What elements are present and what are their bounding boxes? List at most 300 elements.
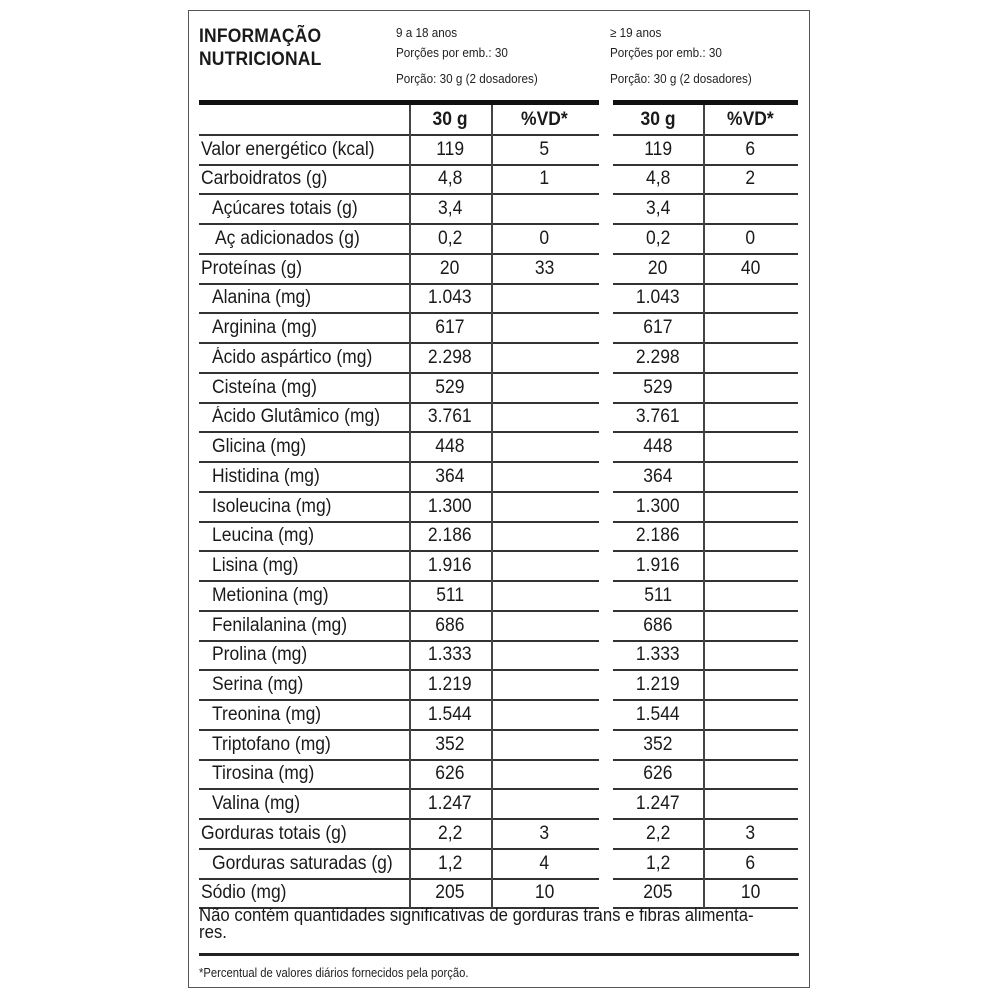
cell (613, 135, 703, 165)
cell (199, 224, 409, 254)
note-content: Não contém quantidades significativas de gorduras trans e fibras alimenta- res. (199, 905, 754, 942)
cell (199, 432, 409, 462)
cell-text: %VD* (521, 108, 568, 130)
cell-text: 352 (643, 733, 673, 755)
cell-text: Metionina (mg) (212, 584, 329, 606)
cell (491, 670, 598, 700)
table-row-dv-b (703, 730, 798, 760)
table-row-amount-b (613, 254, 703, 284)
table-row-label (199, 730, 409, 760)
cell (409, 313, 491, 343)
cell (613, 670, 703, 700)
table-row-amount-a (409, 641, 491, 671)
cell-text: 33 (534, 257, 555, 279)
table-row-label (199, 551, 409, 581)
table-row-dv-a (491, 284, 598, 314)
cell (703, 551, 798, 581)
cell (613, 432, 703, 462)
cell (199, 254, 409, 284)
table-row-label (199, 284, 409, 314)
cell (613, 730, 703, 760)
cell-text: 1.333 (636, 644, 680, 666)
table-row-amount-a (409, 551, 491, 581)
cell-text: 30 g (432, 108, 468, 130)
cell (491, 760, 598, 790)
table-row-amount-b (613, 522, 703, 552)
cell (703, 135, 798, 165)
age-range: 9 a 18 anos (396, 25, 458, 40)
cell-text: Lisina (mg) (212, 555, 299, 577)
cell-text: 4,8 (645, 168, 671, 190)
table-row-amount-a (409, 492, 491, 522)
cell (491, 224, 598, 254)
cell-text: 352 (435, 733, 465, 755)
cell (613, 819, 703, 849)
cell (409, 165, 491, 195)
table-row-dv-b (703, 670, 798, 700)
header-row-dv-a (491, 105, 598, 135)
table-row-amount-a (409, 700, 491, 730)
cell-text: 2.298 (428, 346, 472, 368)
cell-text: Proteínas (g) (201, 257, 303, 279)
cell (613, 522, 703, 552)
cell (613, 105, 703, 135)
cell (703, 641, 798, 671)
cell (703, 254, 798, 284)
cell-text: 529 (643, 376, 673, 398)
cell (613, 462, 703, 492)
cell (703, 670, 798, 700)
panel-title (199, 25, 321, 71)
cell (613, 551, 703, 581)
table-row-label (199, 641, 409, 671)
cell-text: 3.761 (428, 406, 472, 428)
cell-text: Gorduras saturadas (g) (212, 852, 393, 874)
cell-text: 10 (534, 882, 555, 904)
footer-rule (199, 953, 799, 956)
cell-text: 2.298 (636, 346, 680, 368)
table-row-amount-b (613, 789, 703, 819)
cell (491, 551, 598, 581)
table-row-amount-a (409, 254, 491, 284)
cell (409, 730, 491, 760)
cell-text: %VD* (727, 108, 774, 130)
note-text (199, 907, 757, 941)
table-row-label (199, 254, 409, 284)
table-row-label (199, 343, 409, 373)
title-line-1: INFORMAÇÃO (199, 26, 322, 47)
table-row-amount-a (409, 581, 491, 611)
table-row-amount-a (409, 284, 491, 314)
cell (199, 879, 409, 909)
cell-text: 0,2 (437, 227, 463, 249)
cell (703, 224, 798, 254)
cell (199, 165, 409, 195)
table-row-dv-b (703, 581, 798, 611)
cell-text: Gorduras totais (g) (201, 822, 347, 844)
cell-text: 3,4 (645, 198, 671, 220)
cell (491, 641, 598, 671)
table-row-dv-b (703, 641, 798, 671)
cell (613, 403, 703, 433)
cell-text: Treonina (mg) (212, 703, 322, 725)
header-row-amount-b (613, 105, 703, 135)
table-row-amount-b (613, 284, 703, 314)
cell (199, 313, 409, 343)
cell-text: 0 (539, 227, 550, 249)
table-row-label (199, 492, 409, 522)
cell-text: 626 (643, 763, 673, 785)
cell (409, 819, 491, 849)
table-row-dv-b (703, 403, 798, 433)
cell-text: 617 (435, 317, 465, 339)
cell-text: 1.544 (636, 703, 680, 725)
cell (491, 313, 598, 343)
table-row-dv-a (491, 254, 598, 284)
table-row-dv-b (703, 462, 798, 492)
cell-text: 511 (644, 584, 672, 606)
table-row-dv-b (703, 313, 798, 343)
cell (613, 165, 703, 195)
cell (491, 194, 598, 224)
column-divider (703, 105, 705, 908)
cell (613, 224, 703, 254)
table-row-dv-a (491, 730, 598, 760)
cell (703, 760, 798, 790)
cell (409, 135, 491, 165)
table-row-amount-b (613, 313, 703, 343)
cell-text: 2,2 (645, 822, 671, 844)
cell-text: Cisteína (mg) (212, 376, 317, 398)
table-row-dv-b (703, 135, 798, 165)
cell-text: Carboidratos (g) (201, 168, 328, 190)
cell-text: Ácido Glutâmico (mg) (212, 406, 381, 428)
table-row-dv-a (491, 611, 598, 641)
cell-text: 529 (435, 376, 465, 398)
cell-text: 205 (643, 882, 673, 904)
table-row-amount-a (409, 879, 491, 909)
cell (491, 700, 598, 730)
cell (491, 819, 598, 849)
cell-text: 1.300 (636, 495, 680, 517)
table-row-amount-b (613, 670, 703, 700)
cell-text: 364 (643, 465, 673, 487)
table-row-amount-a (409, 730, 491, 760)
table-row-dv-b (703, 611, 798, 641)
table-row-dv-a (491, 849, 598, 879)
title-line-2: NUTRICIONAL (199, 49, 322, 70)
table-row-label (199, 373, 409, 403)
table-row-dv-b (703, 224, 798, 254)
cell (613, 789, 703, 819)
cell-text: 1.219 (428, 674, 472, 696)
table-row-dv-a (491, 492, 598, 522)
cell-text: 1,2 (437, 852, 463, 874)
cell (199, 819, 409, 849)
cell (613, 313, 703, 343)
table-row-label (199, 313, 409, 343)
table-row-amount-b (613, 224, 703, 254)
cell-text: Ácido aspártico (mg) (212, 346, 373, 368)
table-row-label (199, 224, 409, 254)
header-row-amount-a (409, 105, 491, 135)
cell (703, 313, 798, 343)
cell (491, 373, 598, 403)
table-row-label (199, 700, 409, 730)
cell (199, 373, 409, 403)
header-row-dv-b (703, 105, 798, 135)
cell (409, 789, 491, 819)
cell (199, 194, 409, 224)
cell (703, 611, 798, 641)
cell (491, 403, 598, 433)
cell-text: 686 (643, 614, 673, 636)
table-row-amount-b (613, 462, 703, 492)
cell (613, 194, 703, 224)
table-row-amount-b (613, 432, 703, 462)
cell-text: 1.916 (428, 555, 472, 577)
cell (703, 789, 798, 819)
cell (703, 879, 798, 909)
table-row-dv-a (491, 194, 598, 224)
table-row-dv-a (491, 165, 598, 195)
cell-text: 1.300 (428, 495, 472, 517)
cell (703, 819, 798, 849)
cell-text: Serina (mg) (212, 674, 304, 696)
cell (409, 522, 491, 552)
cell (409, 700, 491, 730)
cell (409, 373, 491, 403)
cell-text: 1.219 (636, 674, 680, 696)
portions-per-package: Porções por emb.: 30 (396, 45, 508, 60)
table-row-label (199, 403, 409, 433)
cell-text: 20 (440, 257, 460, 279)
cell-text: 119 (436, 138, 464, 160)
cell-text: 40 (740, 257, 761, 279)
cell (409, 224, 491, 254)
table-row-amount-b (613, 492, 703, 522)
table-row-amount-b (613, 611, 703, 641)
cell-text: 511 (436, 584, 464, 606)
portions-per-package: Porções por emb.: 30 (610, 45, 722, 60)
table-row-label (199, 849, 409, 879)
table-row-label (199, 611, 409, 641)
cell-text: 3 (539, 822, 550, 844)
table-row-dv-a (491, 641, 598, 671)
cell (613, 760, 703, 790)
cell-text: 364 (435, 465, 465, 487)
column-divider (409, 105, 411, 908)
portion-size: Porção: 30 g (2 dosadores) (396, 71, 538, 86)
table-row-label (199, 670, 409, 700)
table-row-label (199, 819, 409, 849)
cell-text: 119 (644, 138, 672, 160)
table-row-amount-a (409, 849, 491, 879)
table-row-dv-b (703, 849, 798, 879)
cell-text: 5 (539, 138, 550, 160)
cell (409, 670, 491, 700)
cell-text: 686 (435, 614, 465, 636)
cell (703, 403, 798, 433)
cell-text: Glicina (mg) (212, 436, 307, 458)
cell (199, 760, 409, 790)
nutrition-facts-panel (188, 10, 810, 988)
cell-text: 4 (539, 852, 550, 874)
cell-text: 30 g (640, 108, 676, 130)
cell-text: 2.186 (428, 525, 472, 547)
cell (199, 284, 409, 314)
cell-text: 1.333 (428, 644, 472, 666)
cell (199, 581, 409, 611)
cell (703, 581, 798, 611)
table-row-dv-b (703, 789, 798, 819)
table-row-amount-a (409, 611, 491, 641)
cell-text: Sódio (mg) (201, 882, 287, 904)
cell (703, 700, 798, 730)
cell-text: 1.247 (428, 793, 472, 815)
table-row-dv-b (703, 760, 798, 790)
cell-text: 448 (643, 436, 673, 458)
table-row-dv-b (703, 343, 798, 373)
table-row-dv-a (491, 819, 598, 849)
cell-text: 1.916 (636, 555, 680, 577)
table-row-amount-a (409, 670, 491, 700)
table-row-label (199, 581, 409, 611)
cell (491, 581, 598, 611)
table-row-dv-a (491, 373, 598, 403)
table-row-dv-b (703, 165, 798, 195)
cell (199, 611, 409, 641)
table-row-dv-a (491, 462, 598, 492)
cell (199, 700, 409, 730)
table-row-dv-b (703, 254, 798, 284)
table-row-amount-a (409, 224, 491, 254)
cell-text: Alanina (mg) (212, 287, 312, 309)
cell-text: Isoleucina (mg) (212, 495, 332, 517)
cell (491, 849, 598, 879)
cell (409, 194, 491, 224)
table-row-label (199, 432, 409, 462)
table-row-dv-a (491, 522, 598, 552)
column-divider (491, 105, 493, 908)
cell (613, 492, 703, 522)
table-row-amount-a (409, 403, 491, 433)
cell-text: 3,4 (437, 198, 463, 220)
group-header-19-plus (610, 23, 752, 89)
cell (613, 581, 703, 611)
table-row-dv-b (703, 819, 798, 849)
cell-text: Valina (mg) (212, 793, 301, 815)
cell (491, 611, 598, 641)
cell-text: Prolina (mg) (212, 644, 308, 666)
cell (703, 730, 798, 760)
cell (409, 641, 491, 671)
cell (199, 105, 409, 135)
cell-text: 4,8 (437, 168, 463, 190)
table-row-dv-a (491, 581, 598, 611)
cell (703, 284, 798, 314)
table-row-amount-b (613, 551, 703, 581)
cell (613, 849, 703, 879)
cell-text: 1,2 (645, 852, 671, 874)
cell (491, 492, 598, 522)
cell (199, 849, 409, 879)
table-row-dv-b (703, 432, 798, 462)
table-row-dv-a (491, 551, 598, 581)
cell (199, 670, 409, 700)
cell (613, 254, 703, 284)
cell-text: 617 (643, 317, 673, 339)
cell (491, 522, 598, 552)
cell-text: Triptofano (mg) (212, 733, 331, 755)
cell (199, 135, 409, 165)
table-row-label (199, 522, 409, 552)
table-row-amount-b (613, 373, 703, 403)
table-row-amount-a (409, 432, 491, 462)
table-row-amount-b (613, 730, 703, 760)
cell (409, 462, 491, 492)
table-row-amount-b (613, 760, 703, 790)
cell (703, 105, 798, 135)
cell-text: Valor energético (kcal) (201, 138, 375, 160)
cell (703, 432, 798, 462)
table-row-amount-a (409, 194, 491, 224)
table-row-amount-b (613, 581, 703, 611)
cell (199, 403, 409, 433)
cell-text: 448 (435, 436, 465, 458)
table-row-amount-b (613, 165, 703, 195)
cell (409, 611, 491, 641)
cell (491, 343, 598, 373)
cell-text: 20 (648, 257, 668, 279)
table-row-dv-b (703, 373, 798, 403)
table-row-amount-b (613, 849, 703, 879)
cell (491, 730, 598, 760)
table-row-label (199, 194, 409, 224)
cell-text: 1 (539, 168, 550, 190)
cell (703, 165, 798, 195)
table-row-dv-a (491, 432, 598, 462)
cell (409, 760, 491, 790)
cell-text: 6 (745, 138, 756, 160)
table-row-dv-a (491, 879, 598, 909)
cell-text: 1.043 (636, 287, 680, 309)
cell (409, 492, 491, 522)
cell-text: Arginina (mg) (212, 317, 317, 339)
table-row-dv-a (491, 760, 598, 790)
table-row-amount-a (409, 165, 491, 195)
cell (703, 373, 798, 403)
age-range: ≥ 19 anos (610, 25, 662, 40)
cell (409, 432, 491, 462)
cell-text: Açúcares totais (g) (212, 198, 358, 220)
cell-text: Tirosina (mg) (212, 763, 315, 785)
table-row-amount-b (613, 641, 703, 671)
cell (613, 641, 703, 671)
header-row-label (199, 105, 409, 135)
table-row-dv-b (703, 522, 798, 552)
table-row-amount-a (409, 760, 491, 790)
table-row-amount-a (409, 343, 491, 373)
table-row-dv-a (491, 135, 598, 165)
table-row-label (199, 789, 409, 819)
cell-text: Fenilalanina (mg) (212, 614, 348, 636)
cell-text: 0 (745, 227, 756, 249)
cell (199, 343, 409, 373)
cell-text: 3 (745, 822, 756, 844)
cell-text: 3.761 (636, 406, 680, 428)
table-row-amount-a (409, 135, 491, 165)
